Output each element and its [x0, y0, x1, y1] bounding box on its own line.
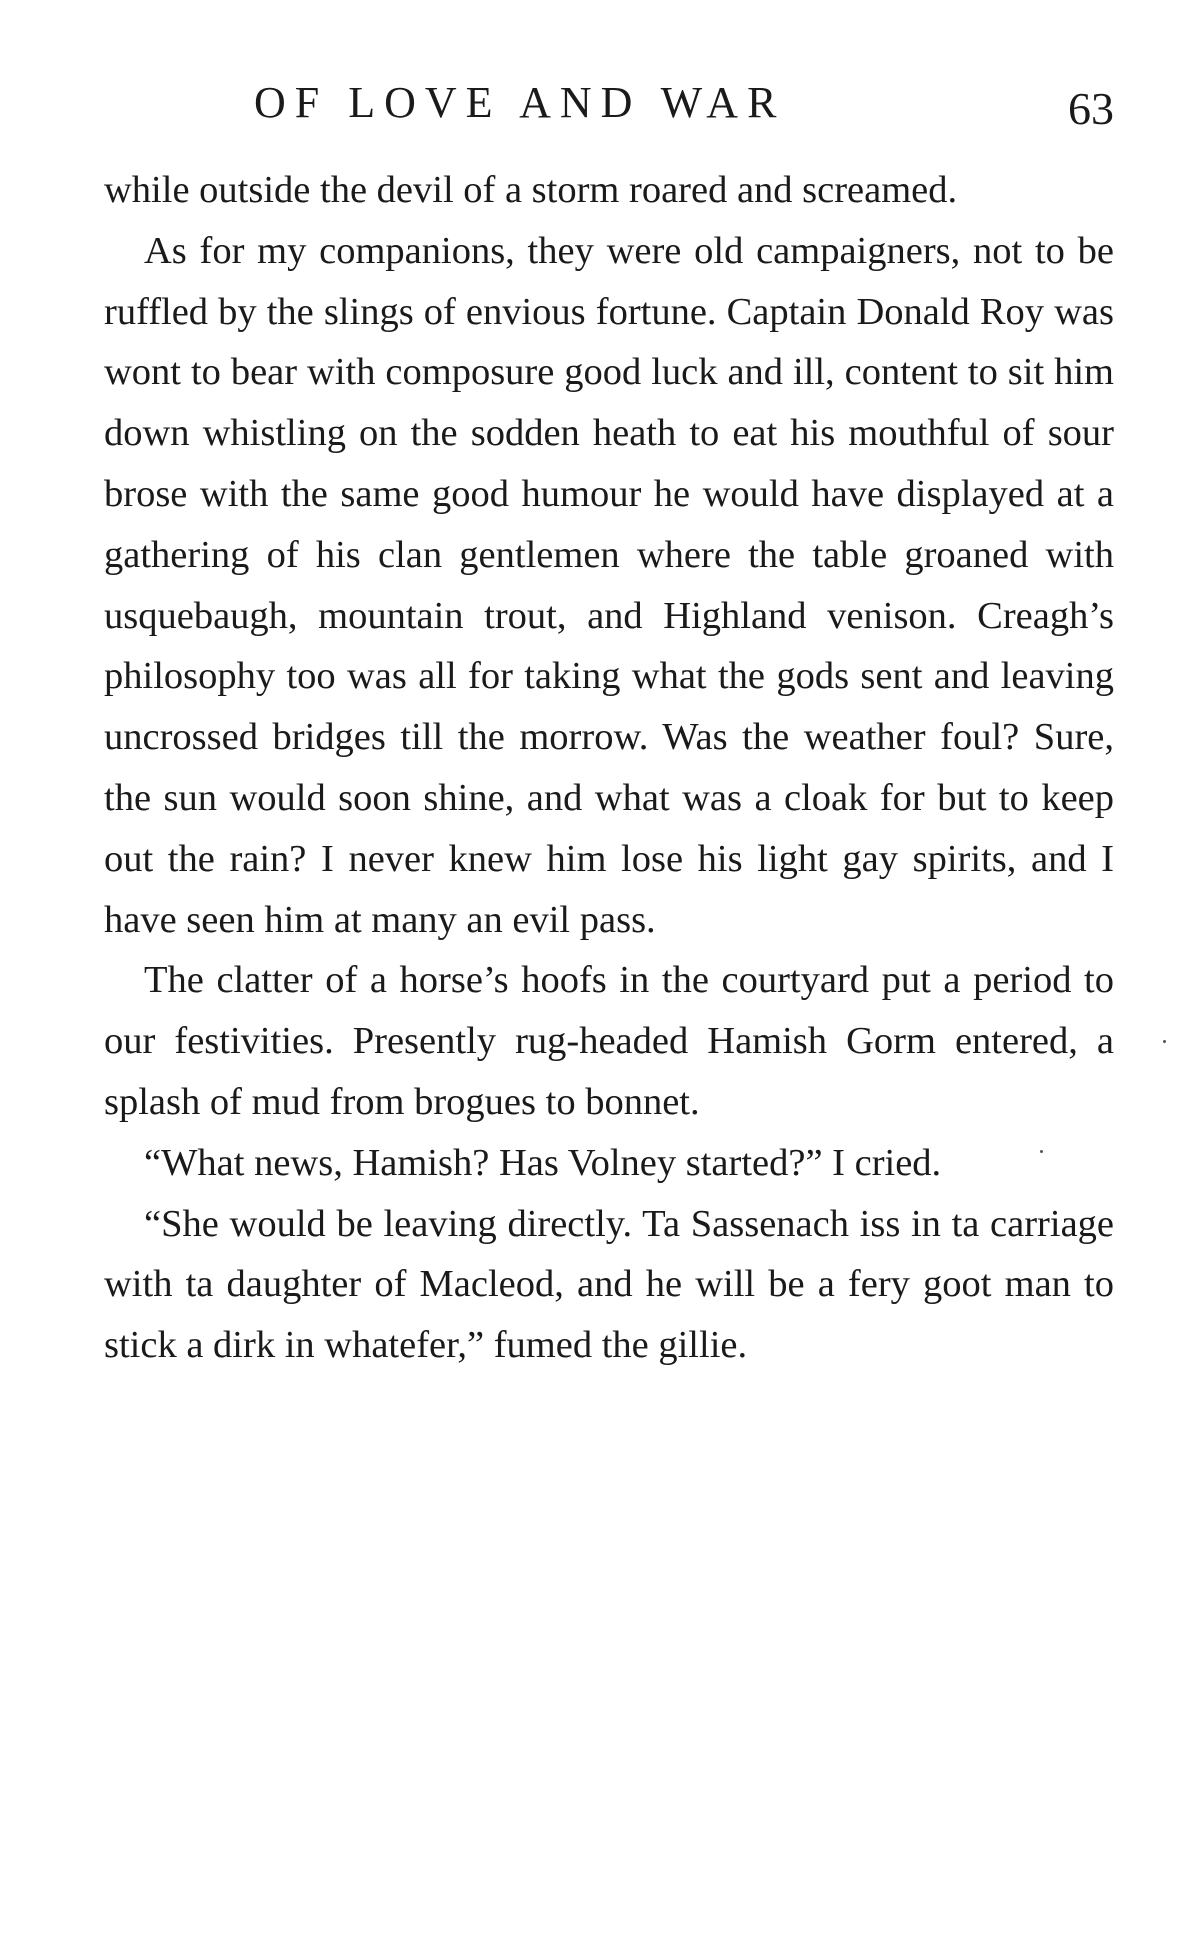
print-speck — [1040, 1150, 1043, 1153]
paragraph-question: “What news, Hamish? Has Volney started?” I cried. — [144, 1141, 942, 1184]
paragraph-continuation: while outside the devil of a storm roared and screamed. — [104, 169, 958, 211]
running-head — [104, 68, 1114, 138]
body-text — [104, 160, 1114, 1376]
paragraph-horse-arrives: The clatter of a horse’s hoofs in the courtyard put a period to our festivities. Presently rug-headed Hamish Gorm entered, a splash of mud from brogues to bonnet. — [104, 959, 1114, 1123]
running-title: OF LOVE AND WAR — [254, 78, 786, 127]
print-speck — [1163, 1040, 1166, 1043]
paragraph-gillie-reply: “She would be leaving directly. Ta Sassenach iss in ta carriage with ta daughter of Macleod, and he will be a fery goot man to stick a dirk in whatefer,” fumed the gillie. — [104, 1202, 1114, 1367]
paragraph-companions: As for my companions, they were old campaigners, not to be ruffled by the slings of envious fortune. Captain Donald Roy was wont to bear with composure good luck and ill, content to sit him down whistling on the sodden heath to eat his mouthful of sour brose with the same good humour he would have displayed at a gathering of his clan gentlemen where the table groaned with usquebaugh, mountain trout, and Highland venison. Creagh’s philosophy too was all for taking what the gods sent and leaving uncrossed bridges till the morrow. Was the weather foul? Sure, the sun would soon shine, and what was a cloak for but to keep out the rain? I never knew him lose his light gay spirits, and I have seen him at many an evil pass. — [104, 229, 1114, 941]
page-number: 63 — [1068, 83, 1114, 134]
